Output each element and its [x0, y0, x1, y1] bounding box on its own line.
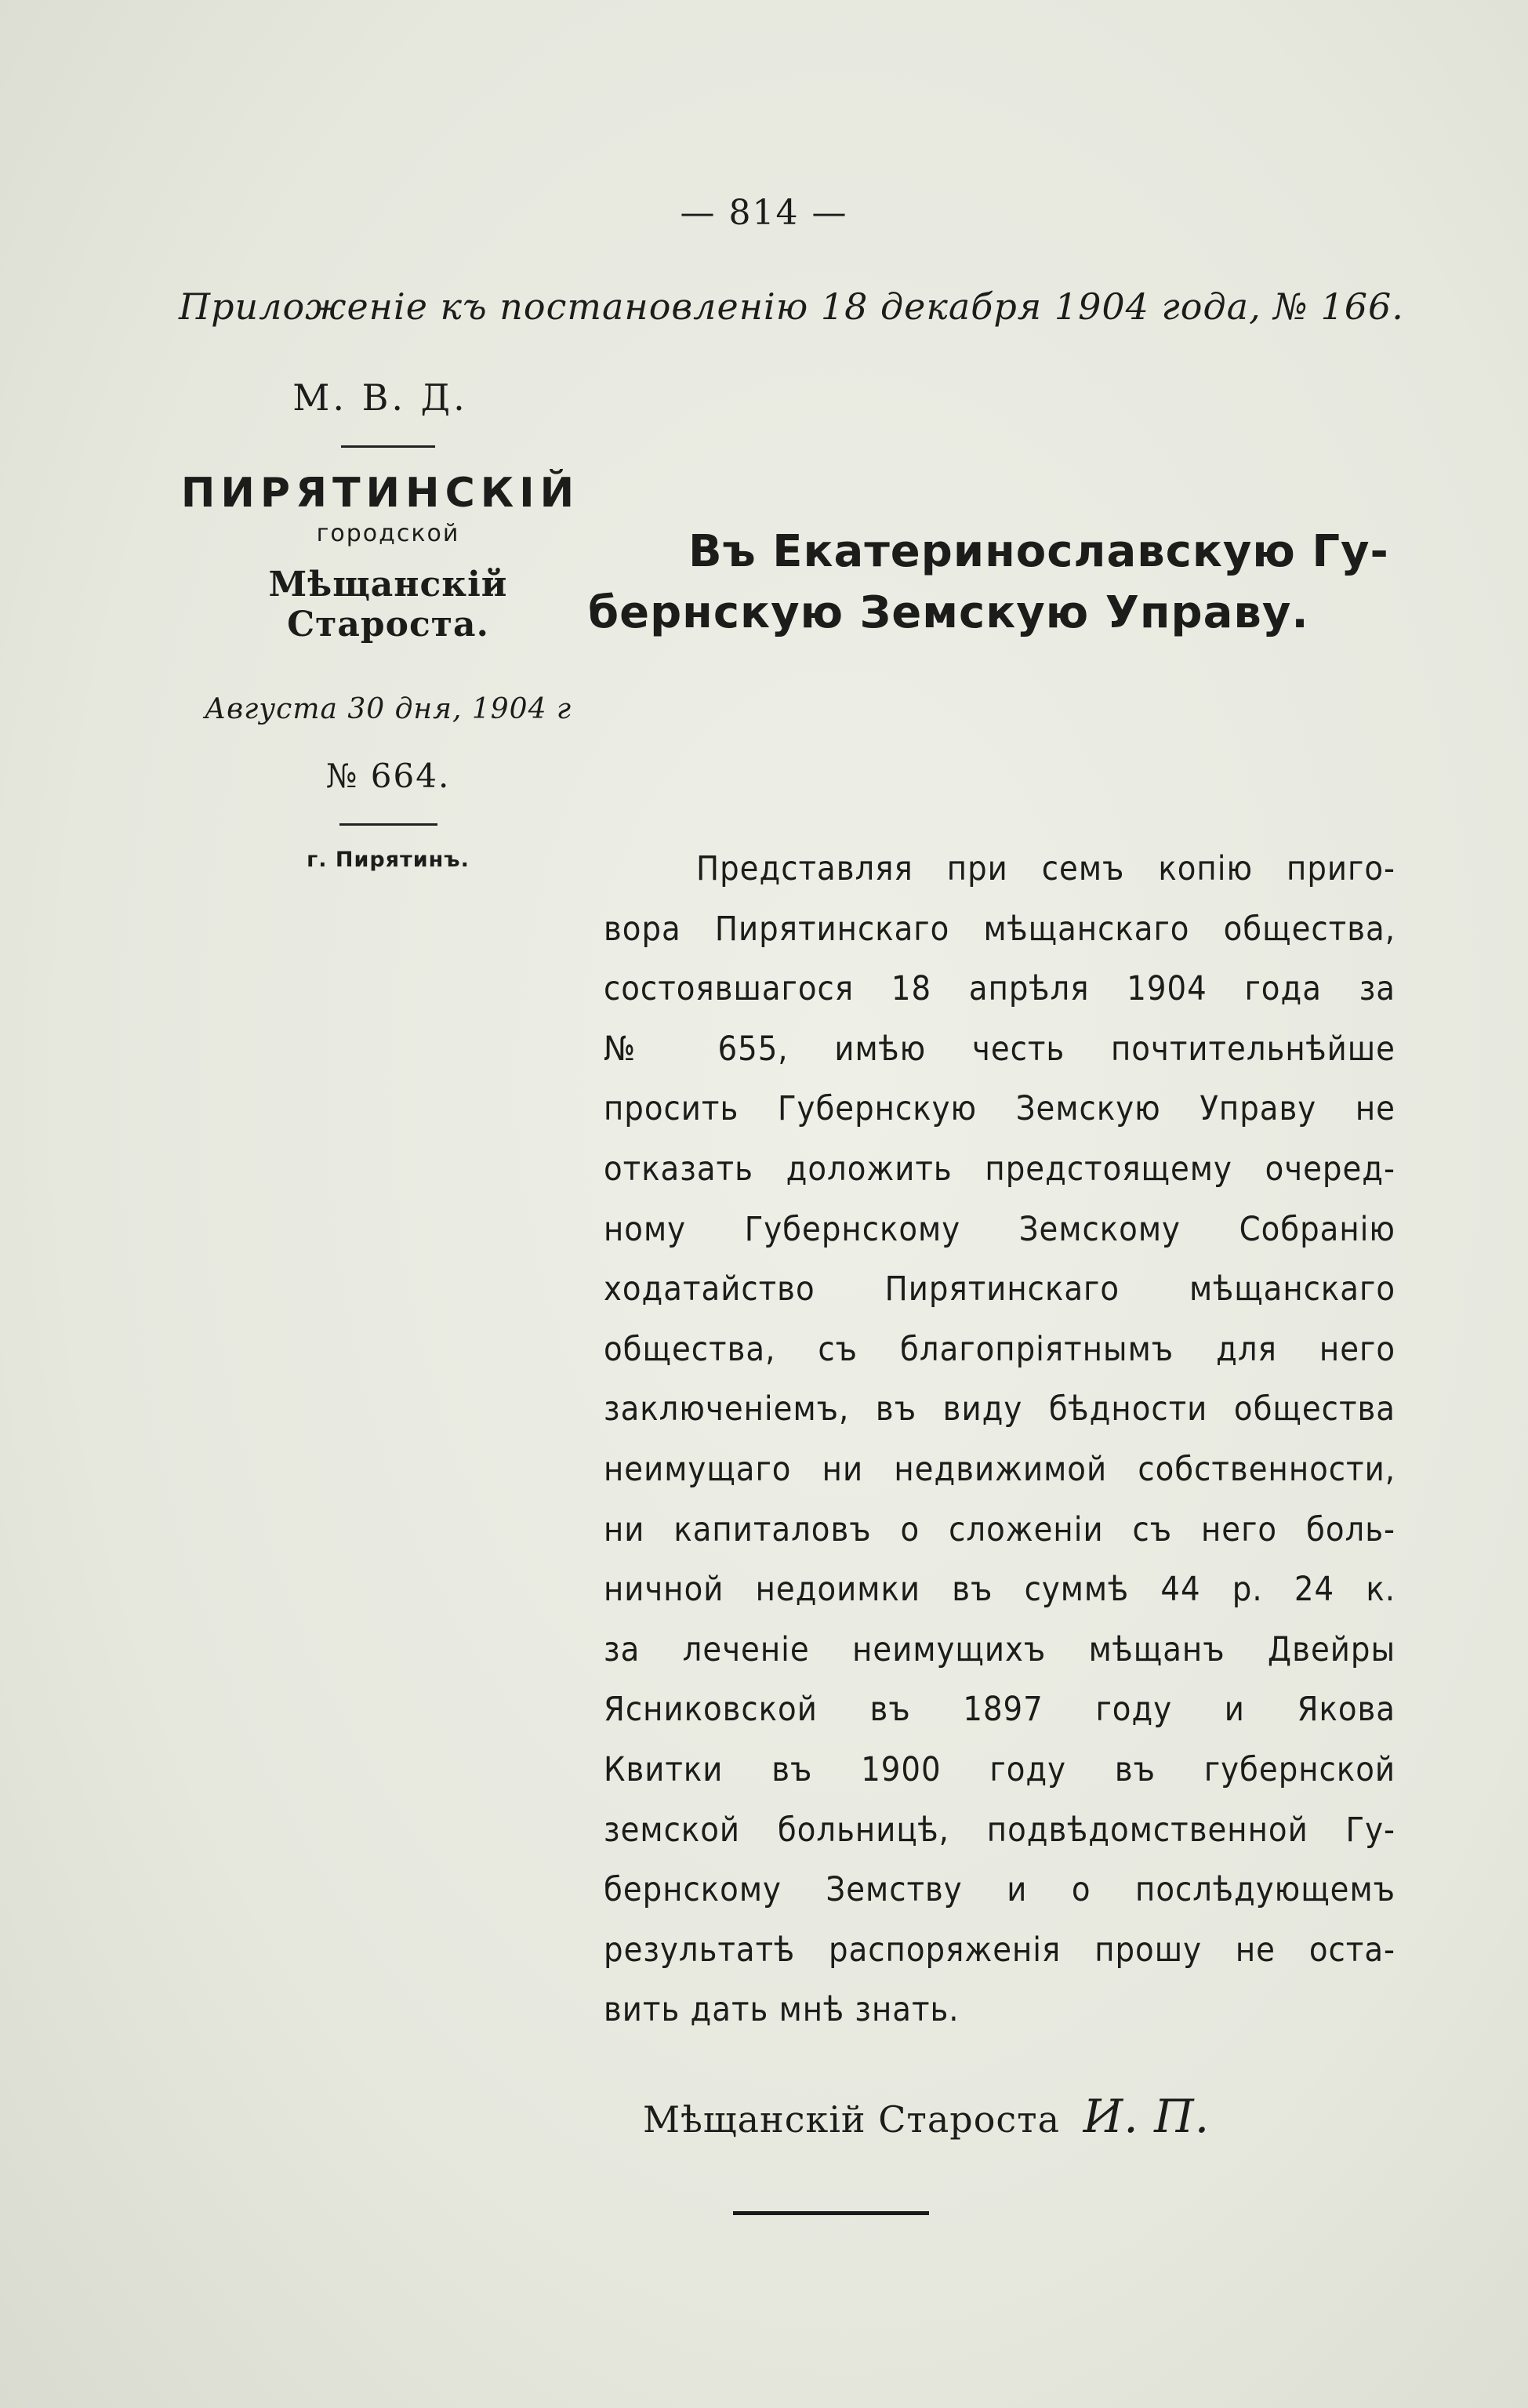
- body-line: бернскому Земству и о послѣдующемъ: [604, 1870, 1396, 1910]
- body-line: Квитки въ 1900 году въ губернской: [604, 1749, 1396, 1789]
- body-line: заключеніемъ, въ виду бѣдности общества: [604, 1389, 1396, 1429]
- addressee-line: бернскую Земскую Управу.: [588, 587, 1309, 638]
- body-line: вора Пирятинскаго мѣщанскаго общества,: [604, 909, 1396, 949]
- letterhead-divider-bottom: [339, 823, 437, 826]
- body-line: ничной недоимки въ суммѣ 44 р. 24 к.: [604, 1570, 1396, 1610]
- body-line: земской больницѣ, подвѣдомственной Гу-: [604, 1810, 1396, 1850]
- signature-name: И. П.: [1083, 2090, 1210, 2143]
- letter-body: [604, 839, 1396, 2040]
- letterhead-divider-top: [341, 445, 435, 448]
- body-line: ни капиталовъ о сложеніи съ него боль-: [604, 1509, 1396, 1549]
- body-line: просить Губернскую Земскую Управу не: [604, 1089, 1396, 1129]
- signature-title: Мѣщанскій Староста: [643, 2098, 1061, 2141]
- body-line: за леченіе неимущихъ мѣщанъ Двейры: [604, 1629, 1396, 1669]
- body-line: ному Губернскому Земскому Собранію: [604, 1209, 1396, 1249]
- body-line: № 655, имѣю честь почтительнѣйше: [604, 1029, 1396, 1069]
- end-divider: [733, 2211, 929, 2215]
- letter-number: № 664.: [325, 757, 451, 795]
- body-line: неимущаго ни недвижимой собственности,: [604, 1449, 1396, 1489]
- body-line: состоявшагося 18 апрѣля 1904 года за: [604, 969, 1396, 1009]
- signature-line: [643, 2090, 1210, 2143]
- letter-date: Августа 30 дня, 1904 г: [204, 693, 572, 725]
- addressee-line: Въ Екатеринославскую Гу-: [688, 526, 1389, 577]
- appendix-heading: Приложеніе къ постановленію 18 декабря 1904 года, № 166.: [179, 285, 1404, 328]
- body-line: ходатайство Пирятинскаго мѣщанскаго: [604, 1269, 1396, 1309]
- body-line: результатѣ распоряженія прошу не оста-: [604, 1930, 1396, 1970]
- body-line: вить дать мнѣ знать.: [604, 1990, 960, 2030]
- body-line: Ясниковской въ 1897 году и Якова: [604, 1690, 1396, 1730]
- ministry-label: М. В. Д.: [292, 376, 468, 419]
- body-line: отказать доложить предстоящему очеред-: [604, 1149, 1396, 1189]
- letterhead: [176, 376, 600, 872]
- body-line: Представляя при семъ копію приго-: [696, 849, 1396, 888]
- town-name: ПИРЯТИНСКІЙ: [180, 470, 580, 517]
- letter-city: г. Пирятинъ.: [307, 848, 470, 872]
- body-line: общества, съ благопріятнымъ для него: [604, 1329, 1396, 1369]
- addressee-block: [588, 521, 1394, 644]
- page-number: — 814 —: [680, 193, 848, 233]
- town-subtitle: городской: [316, 520, 460, 547]
- office-title: Мѣщанскій Староста.: [268, 565, 508, 645]
